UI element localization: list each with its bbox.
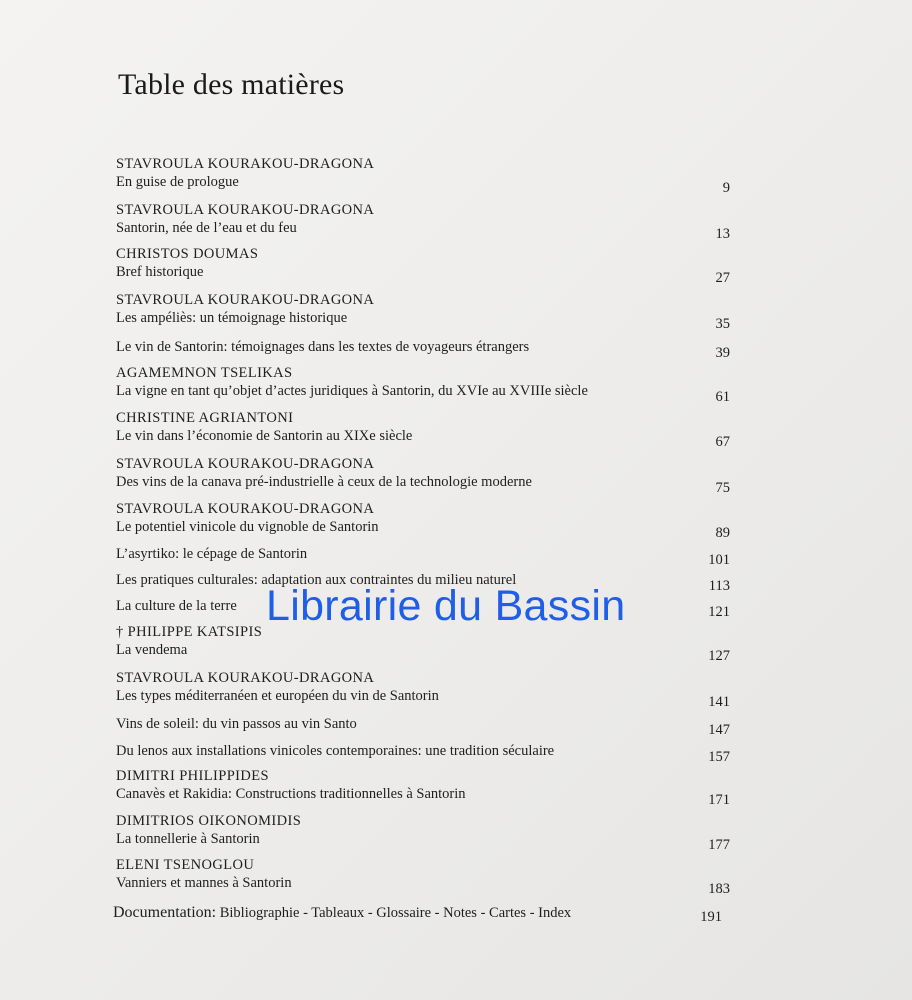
entry-title: Le potentiel vinicole du vignoble de Santorin	[116, 519, 379, 535]
toc-entry	[116, 201, 736, 242]
entry-author: AGAMEMNON TSELIKAS	[116, 365, 293, 381]
toc-entry	[116, 409, 736, 450]
entry-page: 9	[722, 180, 730, 196]
entry-author: DIMITRIOS OIKONOMIDIS	[116, 813, 302, 829]
entry-title: Vins de soleil: du vin passos au vin Santo	[116, 716, 357, 732]
entry-title: La vendema	[116, 642, 188, 658]
entry-page: 75	[715, 480, 730, 496]
toc-entry	[116, 856, 736, 897]
entry-page: 157	[708, 749, 730, 765]
entry-page: 67	[715, 434, 730, 450]
entry-page: 141	[708, 694, 730, 710]
entry-page: 35	[715, 316, 730, 332]
documentation-items: Bibliographie - Tableaux - Glossaire - Notes - Cartes - Index	[219, 905, 572, 921]
watermark-text: Librairie du Bassin	[266, 582, 626, 630]
entry-title: Du lenos aux installations vinicoles contemporaines: une tradition séculaire	[116, 743, 555, 759]
entry-page: 89	[715, 525, 730, 541]
toc-entry	[116, 245, 736, 286]
entry-title: La tonnellerie à Santorin	[116, 831, 260, 847]
entry-page: 127	[708, 648, 730, 664]
toc-entry	[116, 455, 736, 496]
toc-entry	[116, 155, 736, 196]
toc-entry	[116, 500, 736, 541]
entry-title: Bref historique	[116, 264, 204, 280]
toc-entry	[116, 291, 736, 332]
entry-author: † PHILIPPE KATSIPIS	[116, 624, 263, 640]
entry-title: La culture de la terre	[116, 598, 237, 614]
entry-author: CHRISTOS DOUMAS	[116, 246, 259, 262]
toc-entry	[116, 812, 736, 853]
toc-entry	[116, 545, 736, 568]
documentation-label: Documentation:	[113, 904, 217, 921]
entry-title: La vigne en tant qu’objet d’actes juridiques à Santorin, du XVIe au XVIIIe siècle	[116, 383, 588, 399]
toc-entry	[116, 669, 736, 710]
entry-page: 113	[708, 578, 730, 594]
entry-author: CHRISTINE AGRIANTONI	[116, 410, 294, 426]
entry-title: Les pratiques culturales: adaptation aux contraintes du milieu naturel	[116, 572, 517, 588]
entry-page: 27	[715, 270, 730, 286]
entry-author: DIMITRI PHILIPPIDES	[116, 768, 270, 784]
toc-entry	[116, 338, 736, 361]
page-title: Table des matières	[118, 68, 345, 101]
entry-title: L’asyrtiko: le cépage de Santorin	[116, 546, 308, 562]
entry-title: Les types méditerranéen et européen du vin de Santorin	[116, 688, 439, 704]
entry-title: Santorin, née de l’eau et du feu	[116, 220, 297, 236]
entry-page: 177	[708, 837, 730, 853]
entry-page: 171	[708, 792, 730, 808]
toc-entry	[116, 715, 736, 738]
entry-author: STAVROULA KOURAKOU-DRAGONA	[116, 202, 375, 218]
entry-page: 183	[708, 881, 730, 897]
toc-entry	[116, 767, 736, 808]
entry-author: STAVROULA KOURAKOU-DRAGONA	[116, 456, 375, 472]
entry-author: ELENI TSENOGLOU	[116, 857, 255, 873]
entry-page: 101	[708, 552, 730, 568]
entry-page: 147	[708, 722, 730, 738]
entry-author: STAVROULA KOURAKOU-DRAGONA	[116, 292, 375, 308]
entry-title: Canavès et Rakidia: Constructions traditionnelles à Santorin	[116, 786, 466, 802]
entry-title: En guise de prologue	[116, 174, 239, 190]
entry-page: 13	[715, 226, 730, 242]
entry-title: Des vins de la canava pré-industrielle à ceux de la technologie moderne	[116, 474, 532, 490]
documentation-page: 191	[700, 909, 722, 925]
toc-entry	[116, 742, 736, 765]
entry-page: 61	[715, 389, 730, 405]
entry-author: STAVROULA KOURAKOU-DRAGONA	[116, 670, 375, 686]
entry-author: STAVROULA KOURAKOU-DRAGONA	[116, 156, 375, 172]
entry-page: 39	[715, 345, 730, 361]
entry-page: 121	[708, 604, 730, 620]
entry-title: Le vin dans l’économie de Santorin au XIXe siècle	[116, 428, 413, 444]
entry-title: Les ampéliès: un témoignage historique	[116, 310, 348, 326]
toc-entry	[116, 364, 736, 405]
entry-title: Le vin de Santorin: témoignages dans les textes de voyageurs étrangers	[116, 339, 530, 355]
entry-title: Vanniers et mannes à Santorin	[116, 875, 292, 891]
documentation-entry	[113, 903, 728, 923]
entry-author: STAVROULA KOURAKOU-DRAGONA	[116, 501, 375, 517]
